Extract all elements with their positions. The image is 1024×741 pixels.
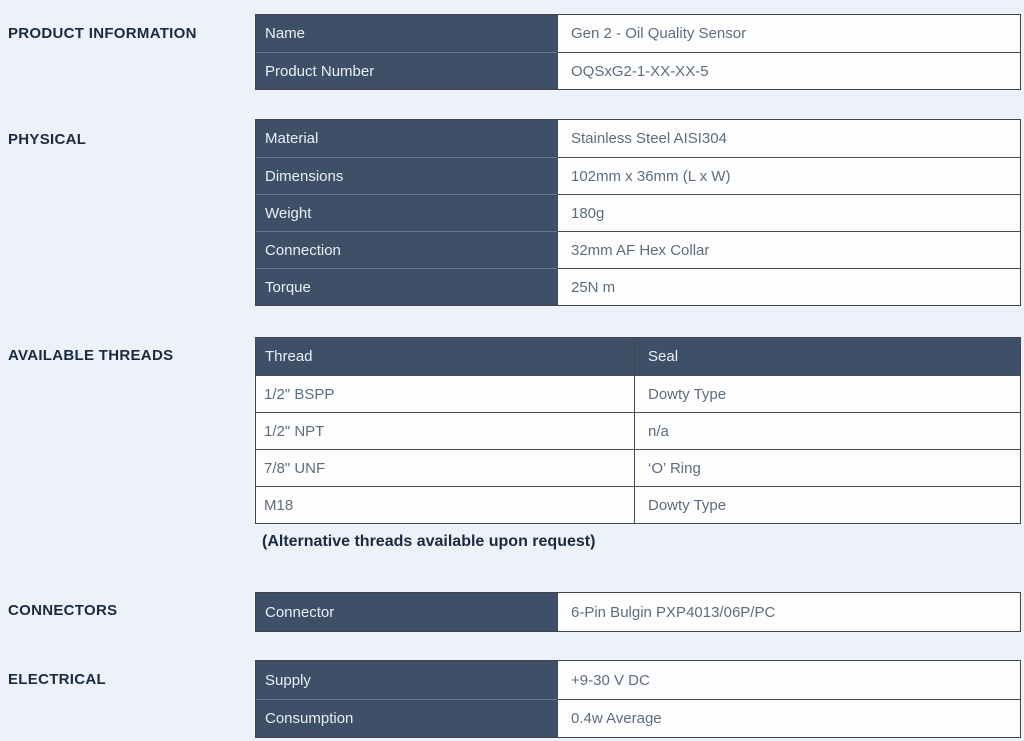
table-row [256,157,1020,194]
section-heading-available-threads: AVAILABLE THREADS [8,347,174,364]
table-row [256,268,1020,305]
column-header-seal: Seal [635,338,1020,375]
seal-cell: ‘O’ Ring [635,449,1020,486]
seal-cell: n/a [635,412,1020,449]
table-header-row [256,338,1020,375]
value-cell: Gen 2 - Oil Quality Sensor [558,15,1020,52]
value-cell: 32mm AF Hex Collar [558,231,1020,268]
table-row [256,194,1020,231]
table-row [256,486,1020,523]
value-cell: 25N m [558,268,1020,305]
value-cell: OQSxG2-1-XX-XX-5 [558,52,1020,89]
table-row [256,412,1020,449]
value-cell: 180g [558,194,1020,231]
physical-table [255,119,1021,306]
label-cell: Connection [256,231,558,268]
column-header-thread: Thread [256,338,635,375]
available-threads-table [255,337,1021,524]
alternative-threads-note: (Alternative threads available upon request) [262,533,596,550]
table-row [256,449,1020,486]
value-cell: 6-Pin Bulgin PXP4013/06P/PC [558,593,1020,631]
label-cell: Connector [256,593,558,631]
section-heading-connectors: CONNECTORS [8,602,118,619]
connectors-table [255,592,1021,632]
table-row [256,661,1020,699]
table-row [256,52,1020,89]
seal-cell: Dowty Type [635,486,1020,523]
label-cell: Weight [256,194,558,231]
thread-cell: 1/2" NPT [256,412,635,449]
label-cell: Name [256,15,558,52]
value-cell: 0.4w Average [558,699,1020,737]
label-cell: Torque [256,268,558,305]
section-heading-physical: PHYSICAL [8,131,87,148]
product-information-table [255,14,1021,90]
label-cell: Dimensions [256,157,558,194]
electrical-table [255,660,1021,738]
thread-cell: 1/2" BSPP [256,375,635,412]
seal-cell: Dowty Type [635,375,1020,412]
table-row [256,120,1020,157]
table-row [256,699,1020,737]
label-cell: Supply [256,661,558,699]
section-heading-electrical: ELECTRICAL [8,671,106,688]
label-cell: Consumption [256,699,558,737]
table-row [256,231,1020,268]
value-cell: 102mm x 36mm (L x W) [558,157,1020,194]
thread-cell: M18 [256,486,635,523]
value-cell: +9-30 V DC [558,661,1020,699]
label-cell: Product Number [256,52,558,89]
table-row [256,15,1020,52]
table-row [256,375,1020,412]
thread-cell: 7/8" UNF [256,449,635,486]
label-cell: Material [256,120,558,157]
value-cell: Stainless Steel AISI304 [558,120,1020,157]
section-heading-product-information: PRODUCT INFORMATION [8,25,197,42]
table-row [256,593,1020,631]
